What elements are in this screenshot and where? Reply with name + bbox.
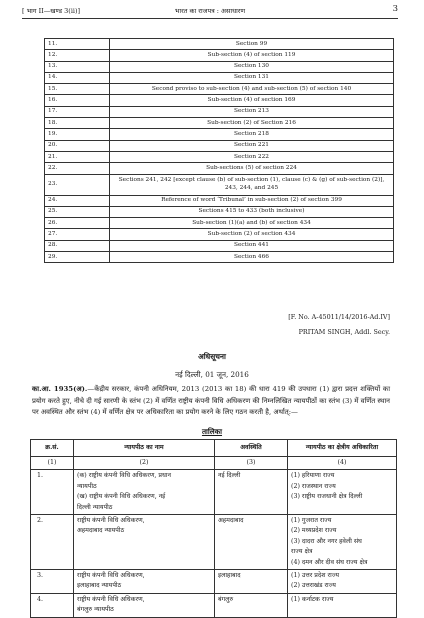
table-row: [45, 118, 394, 129]
jurisdiction-line: (2) राजस्थान राज्य: [291, 482, 336, 490]
jurisdiction-line: (1) हरियाणा राज्य: [291, 472, 335, 480]
jurisdiction-line: (3) दादरा और नगर हवेली संघ: [291, 537, 362, 545]
row-number: 29.: [45, 252, 110, 263]
table-row: [45, 39, 394, 50]
table-row: [45, 174, 394, 195]
section-reference: Section 222: [110, 151, 394, 162]
bench-name-line: राष्ट्रीय कंपनी विधि अधिकरण,: [77, 595, 145, 603]
row-number: 17.: [45, 106, 110, 117]
table-row: [45, 163, 394, 174]
row-number: 22.: [45, 163, 110, 174]
section-reference: Section 441: [110, 240, 394, 251]
section-reference: Sub-section (4) of section 119: [110, 50, 394, 61]
reference-block: [288, 310, 390, 340]
page-number: 3: [392, 4, 398, 14]
bench-table-header-row: [31, 440, 397, 457]
section-reference: Section 131: [110, 72, 394, 83]
row-number: 16.: [45, 95, 110, 106]
bench-name: [74, 470, 215, 515]
bench-name-line: राष्ट्रीय कंपनी विधि अधिकरण,: [77, 517, 145, 525]
file-reference: [F. No. A-45011/14/2016-Ad.IV]: [288, 313, 390, 321]
gazette-title: भारत का राजपत्र : असाधारण: [174, 7, 246, 15]
row-number: 18.: [45, 118, 110, 129]
section-reference: Sub-sections (5) of section 224: [110, 163, 394, 174]
bench-name-line: अहमदाबाद न्यायपीठ: [77, 527, 125, 535]
column-number: (1): [31, 457, 74, 470]
jurisdiction-line: राज्य क्षेत्र: [291, 548, 313, 556]
table-row: [45, 129, 394, 140]
table-row: [45, 252, 394, 263]
jurisdiction-line: (4) दमन और दीव संघ राज्य क्षेत्र: [291, 558, 368, 566]
table-row: [45, 151, 394, 162]
section-reference: Second proviso to sub-section (4) and sub-section (5) of section 140: [110, 84, 394, 95]
bench-name: [74, 593, 215, 617]
bench-row: [31, 515, 397, 570]
header-serial: क्र.सं.: [31, 440, 74, 457]
row-number: 11.: [45, 39, 110, 50]
table-row: [45, 206, 394, 217]
row-number: 12.: [45, 50, 110, 61]
table-row: [45, 240, 394, 251]
row-number: 13.: [45, 61, 110, 72]
bench-row: [31, 593, 397, 617]
signatory: PRITAM SINGH, Addl. Secy.: [298, 328, 390, 336]
table-row: [45, 84, 394, 95]
bench-row: [31, 570, 397, 594]
bench-jurisdiction: [288, 593, 397, 617]
header-jurisdiction: न्यायपीठ का क्षेत्रीय अधिकारिता: [288, 440, 397, 457]
notification-place-date: नई दिल्ली, 01 जून, 2016: [175, 370, 249, 379]
table-row: [45, 61, 394, 72]
bench-jurisdiction: [288, 515, 397, 570]
section-reference: Sub-section (2) of Section 216: [110, 118, 394, 129]
table-row: [45, 95, 394, 106]
table-row: [45, 72, 394, 83]
column-number: (2): [74, 457, 215, 470]
bench-table-title: तालिका: [201, 427, 223, 436]
gazette-part: [ भाग II—खण्ड 3(ii)]: [22, 7, 81, 15]
bench-row: [31, 470, 397, 515]
bench-location: बंगलुरु: [215, 593, 288, 617]
bench-location: नई दिल्ली: [215, 470, 288, 515]
header-bench-name: न्यायपीठ का नाम: [74, 440, 215, 457]
row-number: 27.: [45, 229, 110, 240]
bench-jurisdiction: [288, 570, 397, 594]
header-location: अवस्थिति: [215, 440, 288, 457]
section-reference: Sub-section (1)(a) and (b) of section 434: [110, 218, 394, 229]
row-number: 26.: [45, 218, 110, 229]
jurisdiction-line: (3) राष्ट्रीय राजधानी क्षेत्र दिल्ली: [291, 493, 363, 501]
jurisdiction-line: (2) उत्तराखंड राज्य: [291, 582, 336, 590]
jurisdiction-line: (2) मध्यप्रदेश राज्य: [291, 527, 337, 535]
row-number: 15.: [45, 84, 110, 95]
notification-text: —केंद्रीय सरकार, कंपनी अधिनियम, 2013 (2013 का 18) की धारा 419 की उपधारा (1) द्वारा प्रदत्त शक्तियों का प्रयोग करते हुए, नीचे दी गई सारणी के स्तंभ (2) में वर्णित राष्ट्रीय कंपनी विधि अधिकरण की निम्नलिखित न्यायपीठों का स्तंभ (3) में वर्णित स्थान पर अवस्थित और स्तंभ (4) में वर्णित क्षेत्र पर अधिकारिता का प्रयोग करने के लिए गठन करती है, अर्थात्‌:—: [32, 385, 390, 416]
bench-name: [74, 515, 215, 570]
bench-name-line: इलाहाबाद न्यायपीठ: [77, 582, 122, 590]
column-number: (4): [288, 457, 397, 470]
bench-name-line: न्यायपीठ: [77, 482, 97, 490]
section-reference: Section 99: [110, 39, 394, 50]
table-row: [45, 218, 394, 229]
row-number: 19.: [45, 129, 110, 140]
jurisdiction-line: (1) गुजरात राज्य: [291, 517, 332, 525]
bench-serial: 4.: [31, 593, 74, 617]
bench-table-column-numbers: [31, 457, 397, 470]
row-number: 25.: [45, 206, 110, 217]
bench-name-line: राष्ट्रीय कंपनी विधि अधिकरण,: [77, 572, 145, 580]
section-reference: Sections 241, 242 [except clause (b) of sub-section (1), clause (c) & (g) of sub-section (2)], 243, 244, and 245: [110, 174, 394, 195]
bench-name-line: दिल्ली न्यायपीठ: [77, 503, 113, 511]
section-reference: Section 221: [110, 140, 394, 151]
row-number: 21.: [45, 151, 110, 162]
bench-location: इलाहाबाद: [215, 570, 288, 594]
page-header: [22, 4, 398, 19]
table-row: [45, 106, 394, 117]
bench-name: [74, 570, 215, 594]
bench-name-line: (क) राष्ट्रीय कंपनी विधि अधिकरण, प्रधान: [77, 472, 171, 480]
notification-title: अधिसूचना: [198, 352, 226, 361]
row-number: 14.: [45, 72, 110, 83]
section-reference: Section 130: [110, 61, 394, 72]
jurisdiction-line: (1) उत्तर प्रदेश राज्य: [291, 572, 339, 580]
order-number: का.आ. 1935(अ).: [32, 385, 88, 393]
column-number: (3): [215, 457, 288, 470]
bench-name-line: बंगलुरु न्यायपीठ: [77, 606, 114, 614]
bench-serial: 2.: [31, 515, 74, 570]
row-number: 23.: [45, 174, 110, 195]
table-row: [45, 50, 394, 61]
notification-body: [32, 384, 390, 419]
section-reference: Reference of word ‘Tribunal’ in sub-section (2) of section 399: [110, 195, 394, 206]
table-row: [45, 229, 394, 240]
row-number: 28.: [45, 240, 110, 251]
section-list-table: [44, 38, 394, 263]
bench-table: [30, 439, 397, 618]
section-reference: Sections 415 to 433 (both inclusive): [110, 206, 394, 217]
row-number: 24.: [45, 195, 110, 206]
section-reference: Sub-section (2) of section 434: [110, 229, 394, 240]
table-row: [45, 195, 394, 206]
section-reference: Section 218: [110, 129, 394, 140]
section-reference: Sub-section (4) of section 169: [110, 95, 394, 106]
bench-name-line: (ख) राष्ट्रीय कंपनी विधि अधिकरण, नई: [77, 493, 166, 501]
bench-serial: 1.: [31, 470, 74, 515]
table-row: [45, 140, 394, 151]
jurisdiction-line: (1) कर्नाटक राज्य: [291, 595, 334, 603]
section-reference: Section 213: [110, 106, 394, 117]
bench-serial: 3.: [31, 570, 74, 594]
bench-jurisdiction: [288, 470, 397, 515]
section-reference: Section 466: [110, 252, 394, 263]
row-number: 20.: [45, 140, 110, 151]
bench-location: अहमदाबाद: [215, 515, 288, 570]
